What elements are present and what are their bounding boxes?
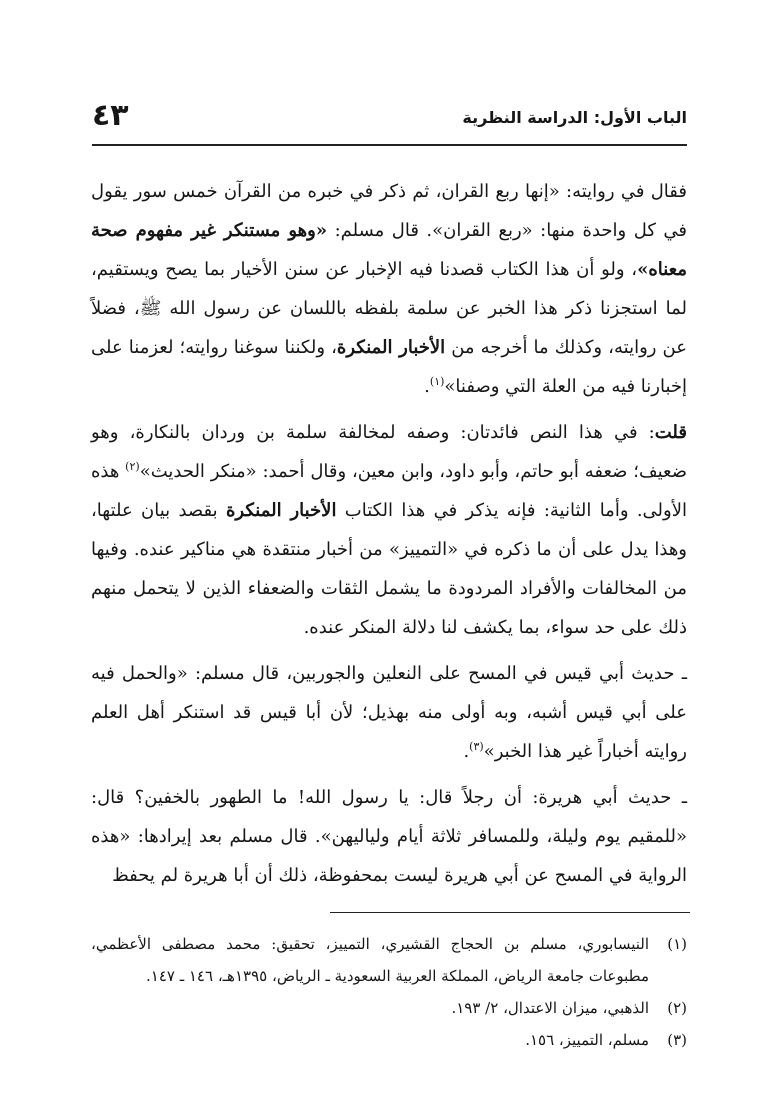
footnotes — [91, 928, 687, 1056]
footnote-ref-1[interactable]: (١) — [429, 375, 445, 388]
footnote-number: (٢) — [667, 999, 687, 1017]
page-number: ٤٣ — [92, 98, 129, 133]
text-run: . — [424, 376, 430, 397]
footnote-text: الذهبي، ميزان الاعتدال، ٢/ ١٩٣. — [451, 999, 649, 1017]
footnote-1 — [91, 928, 687, 992]
text-run: فقال في روايته: «إنها ربع القران، ثم ذكر في خبره من القرآن خمس سور يقول في كل واحدة منها: «ربع القران». قال مسلم: — [91, 181, 687, 241]
text-run: ـ حديث أبي قيس في المسح على النعلين والجوربين، قال مسلم: «والحمل فيه على أبي قيس أشبه، وبه أولى منه بهذيل؛ لأن أبا قيس قد استنكر أهل العلم روايته أخباراً غير هذا الخبر» — [91, 663, 687, 762]
text-run: ، ولو أن هذا الكتاب قصدنا فيه الإخبار عن سنن الأخيار بما يصح ويستقيم، لما استجزنا ذكر هذا الخبر عن سلمة بلفظه باللسان عن رسول الله ﷺ، فضلاً عن روايته، وكذلك ما أخرجه من — [91, 259, 687, 358]
text-run: هذه الأولى. وأما الثانية: فإنه يذكر في هذا الكتاب — [91, 461, 687, 521]
text-run: ، ولكننا سوغنا روايته؛ لعزمنا على إخبارنا فيه من العلة التي وصفنا» — [91, 337, 687, 397]
paragraph-3 — [91, 654, 687, 771]
paragraph-2 — [91, 413, 687, 647]
main-text — [91, 172, 687, 902]
bold-quote: «وهو مستنكر غير مفهوم صحة معناه» — [91, 220, 687, 280]
text-run: . — [463, 741, 470, 762]
footnote-ref-2[interactable]: (٢) — [125, 460, 140, 473]
header-rule — [92, 144, 687, 146]
footnote-2 — [91, 992, 687, 1024]
chapter-title: الباب الأول: الدراسة النظرية — [462, 108, 687, 127]
footnote-text: النيسابوري، مسلم بن الحجاج القشيري، التمييز، تحقيق: محمد مصطفى الأعظمي، مطبوعات جامعة الرياض، المملكة العربية السعودية ـ الرياض، ١٣٩٥هـ، ١٤٦ ـ ١٤٧. — [91, 935, 649, 985]
bold-term: الأخبار المنكرة — [225, 500, 337, 521]
bold-term: الأخبار المنكرة — [336, 337, 446, 358]
footnote-number: (١) — [667, 935, 687, 953]
footnote-number: (٣) — [667, 1031, 687, 1049]
footnote-separator — [330, 912, 690, 913]
text-run: : في هذا النص فائدتان: وصفه لمخالفة سلمة بن وردان بالنكارة، وهو ضعيف؛ ضعفه أبو حاتم، وأبو داود، وابن معين، وقال أحمد: «منكر الحديث» — [91, 422, 687, 482]
footnote-3 — [91, 1024, 687, 1056]
bold-term: قلت — [654, 422, 687, 443]
text-run: بقصد بيان علتها، وهذا يدل على أن ما ذكره في «التمييز» من أخبار منتقدة هي مناكير عنده. وفيها من المخالفات والأفراد المردودة ما يشمل الثقات والضعفاء الذين لا يتحمل منهم ذلك على حد سواء، بما يكشف لنا دلالة المنكر عنده. — [91, 500, 687, 638]
running-header — [92, 98, 687, 142]
paragraph-1 — [91, 172, 687, 406]
footnote-text: مسلم، التمييز، ١٥٦. — [525, 1031, 649, 1049]
footnote-ref-3[interactable]: (٣) — [469, 740, 484, 753]
paragraph-4 — [91, 778, 687, 895]
text-run: ـ حديث أبي هريرة: أن رجلاً قال: يا رسول الله! ما الطهور بالخفين؟ قال: «للمقيم يوم وليلة، وللمسافر ثلاثة أيام ولياليهن». قال مسلم بعد إيرادها: «هذه الرواية في المسح عن أبي هريرة ليست بمحفوظة، ذلك أن أبا هريرة لم يحفظ — [91, 787, 687, 886]
